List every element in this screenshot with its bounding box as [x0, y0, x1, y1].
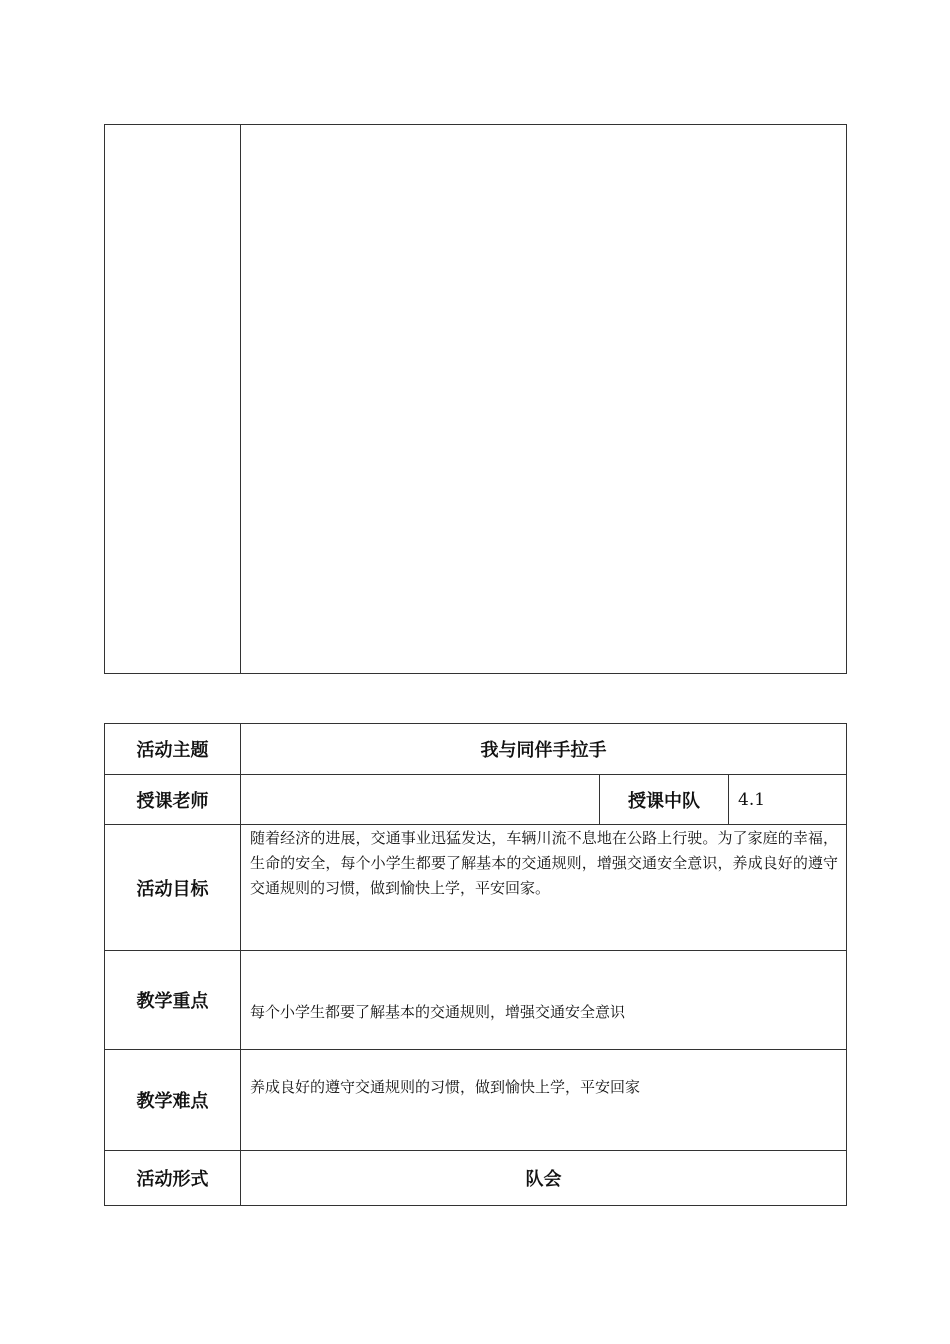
focus-label: 教学重点: [105, 951, 241, 1050]
format-row: [105, 1151, 847, 1206]
teacher-row: [105, 775, 847, 825]
difficulty-label: 教学难点: [105, 1050, 241, 1151]
focus-text: 每个小学生都要了解基本的交通规则，增强交通安全意识: [241, 951, 847, 1050]
lesson-plan-table: [104, 723, 847, 1206]
goal-row: [105, 825, 847, 951]
goal-label: 活动目标: [105, 825, 241, 951]
class-label: 授课中队: [600, 775, 729, 825]
blank-content-cell: [241, 125, 847, 674]
class-value: 4.1: [729, 775, 847, 825]
theme-label: 活动主题: [105, 724, 241, 775]
theme-value: 我与同伴手拉手: [241, 724, 847, 775]
difficulty-row: [105, 1050, 847, 1151]
teacher-value: [241, 775, 600, 825]
format-value: 队会: [241, 1151, 847, 1206]
blank-row: [105, 125, 847, 674]
blank-table: [104, 124, 847, 674]
blank-label-cell: [105, 125, 241, 674]
format-label: 活动形式: [105, 1151, 241, 1206]
focus-row: [105, 951, 847, 1050]
goal-text: 随着经济的进展，交通事业迅猛发达，车辆川流不息地在公路上行驶。为了家庭的幸福，生命的安全，每个小学生都要了解基本的交通规则，增强交通安全意识，养成良好的遵守交通规则的习惯，做到愉快上学，平安回家。: [241, 825, 847, 951]
teacher-label: 授课老师: [105, 775, 241, 825]
difficulty-text: 养成良好的遵守交通规则的习惯，做到愉快上学，平安回家: [241, 1050, 847, 1151]
theme-row: [105, 724, 847, 775]
